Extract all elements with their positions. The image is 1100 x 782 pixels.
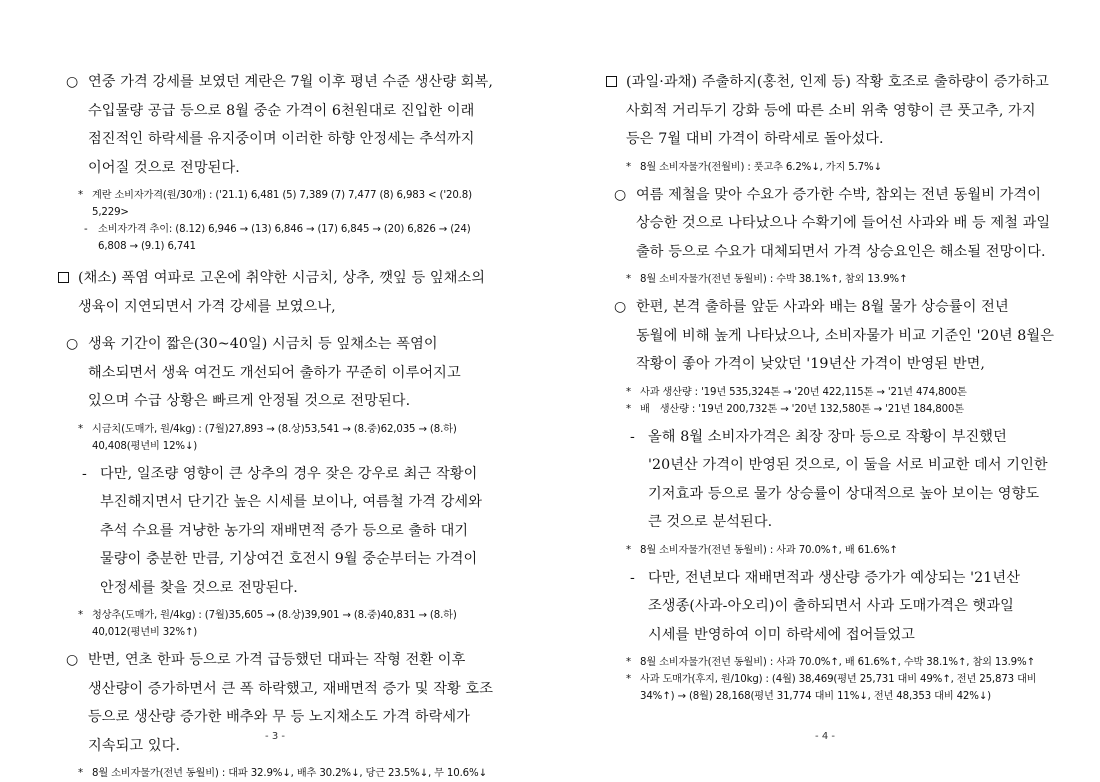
circle-bullet-icon: ○ — [66, 74, 79, 90]
section-vegetables: (채소) 폭염 여파로 고온에 취약한 시금치, 상추, 깻잎 등 잎채소의 생육이 지연되면서 가격 강세를 보였으나, — [58, 264, 502, 321]
note-fruit-consumer-price: * 8월 소비자물가(전년 동월비) : 사과 70.0%↑, 배 61.6%↑, 수박 38.1%↑, 참외 13.9%↑ — [626, 654, 1054, 671]
paragraph-base-effect: - 올해 8월 소비자가격은 최장 장마 등으로 작황이 부진했던 '20년산 가격이 반영된 것으로, 이 둘을 서로 비교한 데서 기인한 기저효과 등으로 물가 상승률이 상대적으로 높아 보이는 영향도 큰 것으로 분석된다. — [630, 423, 1054, 537]
circle-bullet-icon: ○ — [614, 299, 627, 315]
section-fruits: (과일·과채) 주출하지(홍천, 인제 등) 작황 호조로 출하량이 증가하고 사회적 거리두기 강화 등에 따른 소비 위축 영향이 큰 풋고추, 가지 등은 7월 대비 가격이 하락세로 돌아섰다. — [606, 68, 1054, 154]
asterisk-icon: * — [626, 674, 631, 685]
paragraph-early-apple: - 다만, 전년보다 재배면적과 생산량 증가가 예상되는 '21년산 조생종(사과-아오리)이 출하되면서 사과 도매가격은 햇과일 시세를 반영하여 이미 하락세에 접어들었고 — [630, 564, 1054, 650]
circle-bullet-icon: ○ — [66, 652, 79, 668]
asterisk-icon: * — [626, 274, 631, 285]
note-egg-consumer-price: * 계란 소비자가격(원/30개) : ('21.1) 6,481 (5) 7,389 (7) 7,477 (8) 6,983 < ('20.8) 5,229> — [78, 187, 502, 221]
page-number: - 3 - — [265, 731, 285, 742]
paragraph-apple-pear: ○ 한편, 본격 출하를 앞둔 사과와 배는 8월 물가 상승률이 전년 동월에 비해 높게 나타났으나, 소비자물가 비교 기준인 '20년 8월은 작황이 좋아 가격이 낮았던 '19년산 가격이 반영된 반면, — [614, 293, 1054, 379]
asterisk-icon: * — [626, 544, 631, 556]
note-spinach-price: * 시금치(도매가, 원/4kg) : (7월)27,893 → (8.상)53,541 → (8.중)62,035 → (8.하) 40,408(평년비 12%↓) — [78, 421, 502, 455]
note-vegetable-consumer-price: * 8월 소비자물가(전년 동월비) : 대파 32.9%↓, 배추 30.2%↓, 당근 23.5%↓, 무 10.6%↓ — [78, 765, 502, 782]
square-bullet-icon — [58, 272, 69, 283]
circle-bullet-icon: ○ — [614, 186, 627, 203]
note-egg-price-trend: - 소비자가격 추이: (8.12) 6,946 → (13) 6,846 → (17) 6,845 → (20) 6,826 → (24) 6,808 → (9.1) 6,741 — [84, 221, 502, 255]
square-bullet-icon — [606, 76, 617, 87]
paragraph-green-onion: ○ 반면, 연초 한파 등으로 가격 급등했던 대파는 작형 전환 이후 생산량이 증가하면서 큰 폭 하락했고, 재배면적 증가 및 작황 호조 등으로 생산량 증가한 배추와 무 등 노지채소도 가격 하락세가 지속되고 있다. — [66, 646, 502, 760]
paragraph-lettuce: - 다만, 일조량 영향이 큰 상추의 경우 잦은 강우로 최근 작황이 부진해지면서 단기간 높은 시세를 보이나, 여름철 가격 강세와 추석 수요를 겨냥한 농가의 재배면적 증가 등으로 출하 대기 물량이 충분한 만큼, 기상여건 호전시 9월 중순부터는 가격이 안정세를 찾을 것으로 전망된다. — [82, 460, 502, 603]
page-3 — [0, 0, 550, 777]
asterisk-icon: * — [626, 161, 631, 173]
circle-bullet-icon: ○ — [66, 336, 79, 352]
dash-icon: - — [630, 569, 635, 586]
dash-icon: - — [84, 224, 88, 235]
note-apple-pear-price: * 8월 소비자물가(전년 동월비) : 사과 70.0%↑, 배 61.6%↑ — [626, 542, 1054, 559]
asterisk-icon: * — [78, 190, 83, 201]
paragraph-spinach: ○ 생육 기간이 짧은(30~40일) 시금치 등 잎채소는 폭염이 해소되면서 생육 여건도 개선되어 출하가 꾸준히 이루어지고 있으며 수급 상황은 빠르게 안정될 것으로 전망된다. — [66, 330, 502, 416]
note-apple-production: * 사과 생산량 : '19년 535,324톤 → '20년 422,115톤 → '21년 474,800톤 — [626, 384, 1054, 401]
dash-icon: - — [82, 465, 87, 482]
asterisk-icon: * — [626, 403, 631, 415]
note-watermelon-price: * 8월 소비자물가(전년 동월비) : 수박 38.1%↑, 참외 13.9%↑ — [626, 271, 1054, 288]
asterisk-icon: * — [626, 386, 631, 398]
note-lettuce-price: * 청상추(도매가, 원/4kg) : (7월)35,605 → (8.상)39,901 → (8.중)40,831 → (8.하) 40,012(평년비 32%↑) — [78, 607, 502, 641]
page-4-content — [606, 68, 1054, 705]
note-pear-production: * 배 생산량 : '19년 200,732톤 → '20년 132,580톤 → '21년 184,800톤 — [626, 401, 1054, 418]
paragraph-watermelon: ○ 여름 제철을 맞아 수요가 증가한 수박, 참외는 전년 동월비 가격이 상승한 것으로 나타났으나 수확기에 들어선 사과와 배 등 제철 과일 출하 등으로 수요가 대체되면서 가격 상승요인은 해소될 전망이다. — [614, 181, 1054, 267]
asterisk-icon: * — [78, 423, 83, 435]
asterisk-icon: * — [78, 610, 83, 621]
page-number: - 4 - — [815, 731, 835, 742]
asterisk-icon: * — [626, 657, 631, 668]
dash-icon: - — [630, 428, 635, 445]
page-3-content — [58, 68, 502, 782]
page-4 — [550, 0, 1100, 777]
asterisk-icon: * — [78, 768, 83, 779]
paragraph-egg-price: ○ 연중 가격 강세를 보였던 계란은 7월 이후 평년 수준 생산량 회복, 수입물량 공급 등으로 8월 중순 가격이 6천원대로 진입한 이래 점진적인 하락세를 유지중이며 이러한 하향 안정세는 추석까지 이어질 것으로 전망된다. — [66, 68, 502, 182]
note-pepper-eggplant: * 8월 소비자물가(전월비) : 풋고추 6.2%↓, 가지 5.7%↓ — [626, 159, 1054, 176]
note-apple-wholesale: * 사과 도매가(후지, 원/10kg) : (4월) 38,469(평년 25,731 대비 49%↑, 전년 25,873 대비 34%↑) → (8월) 28,168(평년 31,774 대비 11%↓, 전년 48,353 대비 42%↓) — [626, 671, 1054, 705]
